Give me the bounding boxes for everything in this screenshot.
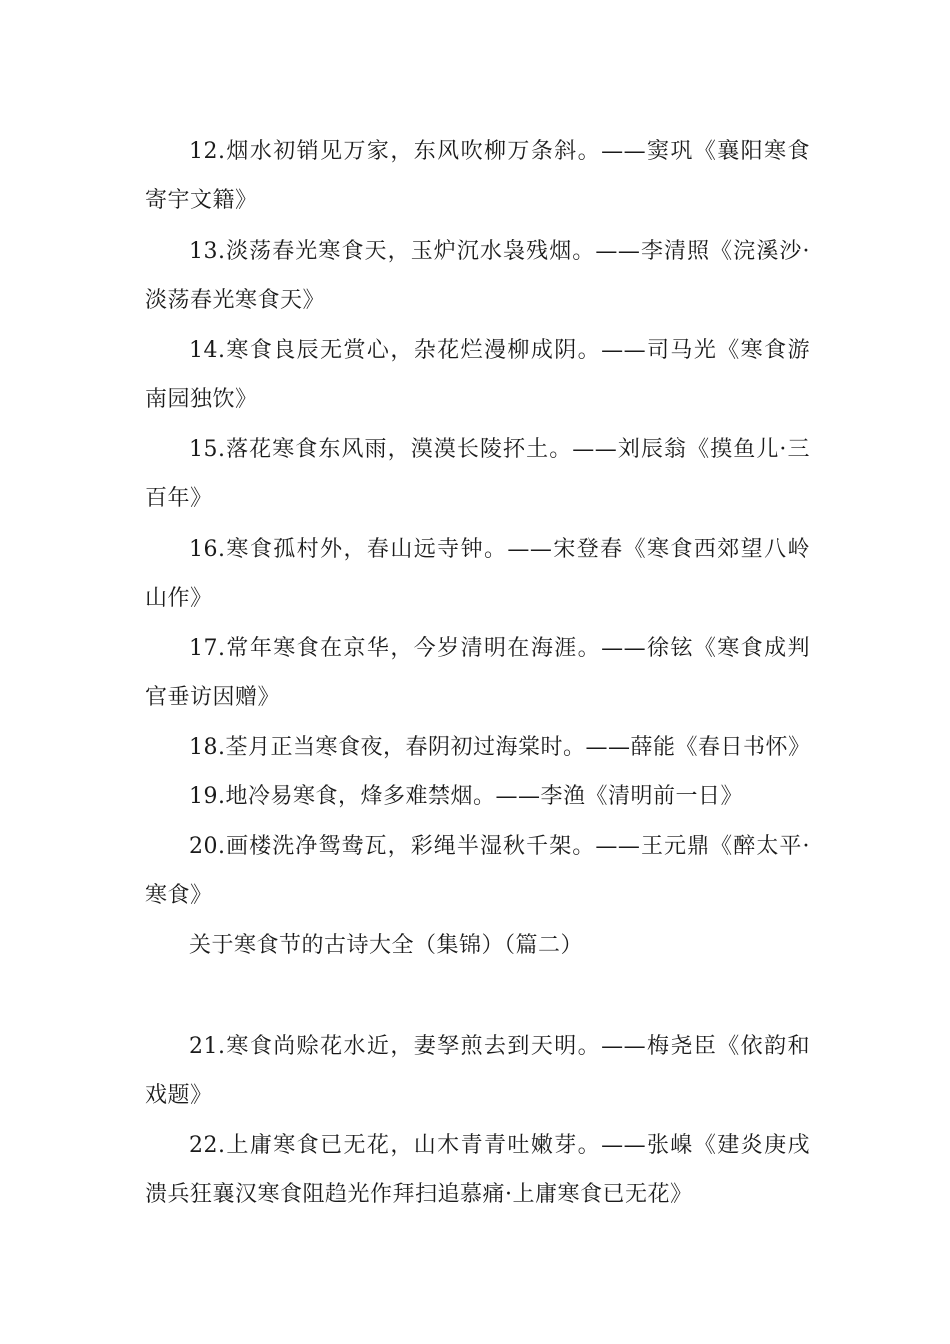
poem-line-20: 20.画楼洗净鸳鸯瓦，彩绳半湿秋千架。——王元鼎《醉太平·寒食》 [145, 834, 810, 908]
poem-line-19: 19.地冷易寒食，烽多难禁烟。——李渔《清明前一日》 [189, 784, 743, 809]
poem-line-16: 16.寒食孤村外，春山远寺钟。——宋登春《寒食西郊望八岭山作》 [145, 537, 810, 611]
section-heading: 关于寒食节的古诗大全（集锦）（篇二） [189, 933, 584, 958]
poem-line-15: 15.落花寒食东风雨，漠漠长陵抔土。——刘辰翁《摸鱼儿·三百年》 [145, 437, 810, 511]
poem-line-17: 17.常年寒食在京华，今岁清明在海涯。——徐铉《寒食成判官垂访因赠》 [145, 636, 810, 710]
poem-line-13: 13.淡荡春光寒食天，玉炉沉水袅残烟。——李清照《浣溪沙·淡荡春光寒食天》 [145, 239, 810, 313]
poem-line-21: 21.寒食尚赊花水近，妻孥煎去到天明。——梅尧臣《依韵和戏题》 [145, 1034, 810, 1108]
poem-line-14: 14.寒食良辰无赏心，杂花烂漫柳成阴。——司马光《寒食游南园独饮》 [145, 338, 810, 412]
poem-line-22: 22.上庸寒食已无花，山木青青吐嫩芽。——张嵲《建炎庚戌溃兵狂襄汉寒食阻趋光作拜扫追慕痛·上庸寒食已无花》 [145, 1133, 810, 1207]
poem-line-18: 18.荃月正当寒食夜，春阴初过海棠时。——薛能《春日书怀》 [189, 735, 811, 760]
poem-line-12: 12.烟水初销见万家，东风吹柳万条斜。——窦巩《襄阳寒食寄宇文籍》 [145, 139, 810, 213]
